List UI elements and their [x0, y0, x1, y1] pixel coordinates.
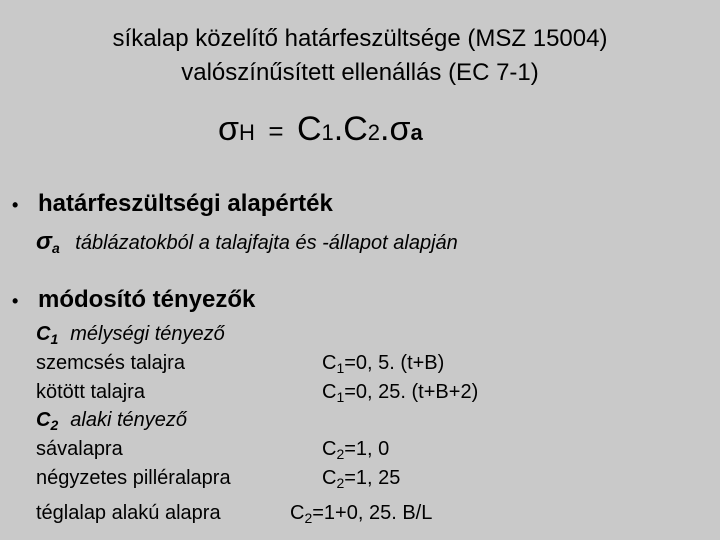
row-5-label: téglalap alakú alapra: [36, 502, 221, 524]
sigma-a-subscript: a: [51, 240, 60, 256]
bullet-heading-text: módosító tényezők: [38, 286, 256, 313]
c2-letter: C: [36, 409, 51, 431]
row-4-formula: $C_2=1$, 25: [322, 467, 401, 491]
bullet-heading-2: [12, 286, 255, 314]
row-3-formula: $C_2=1$, 0: [322, 438, 390, 462]
formula-sigma-a: σa: [389, 110, 423, 148]
title-line-2: valószínűsített ellenállás (EC 7-1): [181, 59, 539, 86]
row-2-label: kötött talajra: [36, 381, 145, 403]
formula: [218, 110, 423, 149]
formula-dot-2: .: [380, 110, 390, 148]
bullet1-description: [36, 228, 458, 256]
bullet-dot-icon: •: [12, 291, 19, 311]
formula-c1: C1: [296, 110, 334, 148]
c2-heading: [36, 409, 187, 432]
row-1-label: szemcsés talajra: [36, 352, 185, 374]
formula-equals: =: [268, 116, 284, 146]
row-3-label: sávalapra: [36, 438, 123, 460]
row-1-formula: $C_1=0$, 5. (t+B): [322, 352, 445, 376]
c2-subscript: 2: [50, 417, 59, 433]
formula-dot-1: .: [333, 110, 344, 148]
c1-heading: [36, 323, 225, 346]
c1-letter: C: [36, 323, 51, 345]
bullet-heading-text: határfeszültségi alapérték: [38, 190, 333, 217]
sigma-a-symbol: σ: [36, 228, 52, 255]
c1-subscript: 1: [50, 331, 59, 347]
c2-title: alaki tényező: [70, 409, 187, 431]
bullet-dot-icon: •: [12, 195, 19, 215]
title-line-1: síkalap közelítő határfeszültsége (MSZ 15004): [112, 25, 608, 52]
row-4-label: négyzetes pilléralapra: [36, 467, 231, 489]
row-2-formula: $C_1=0$, 25. (t+B+2): [322, 381, 479, 405]
bullet-heading-1: [12, 190, 333, 218]
c1-title: mélységi tényező: [70, 323, 225, 345]
row-5-formula: $C_2=1+0$, 25. B/L: [290, 502, 433, 526]
formula-c2: C2: [343, 110, 381, 148]
formula-sigma-h: σH: [218, 110, 255, 148]
sigma-a-desc: táblázatokból a talajfajta és -állapot alapján: [75, 232, 458, 254]
